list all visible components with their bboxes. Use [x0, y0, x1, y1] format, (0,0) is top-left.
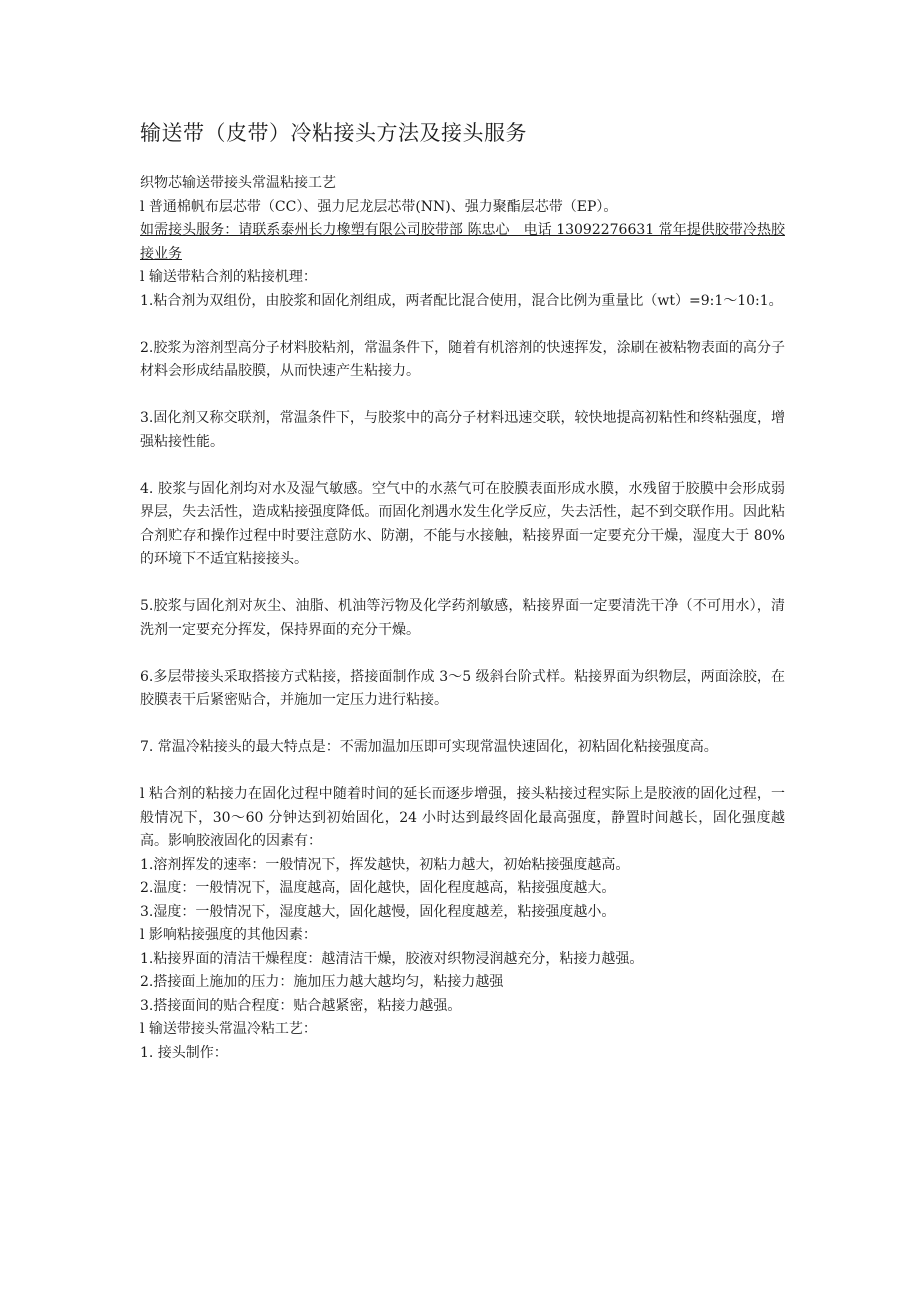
other-factor-3: 3.搭接面间的贴合程度：贴合越紧密，粘接力越强。 [140, 997, 462, 1014]
mechanism-item-1: 1.粘合剂为双组份，由胶浆和固化剂组成，两者配比混合使用，混合比例为重量比（wt）=9:1～10:1。 [140, 292, 783, 309]
spacer [140, 760, 785, 784]
mechanism-item-7: 7. 常温冷粘接头的最大特点是：不需加温加压即可实现常温快速固化，初粘固化粘接强度高。 [140, 739, 718, 755]
curing-factor-2: 2.温度：一般情况下，温度越高，固化越快，固化程度越高，粘接强度越大。 [140, 880, 616, 896]
spacer [140, 313, 785, 337]
curing-factor-3: 3.湿度：一般情况下，湿度越大，固化越慢，固化程度越差，粘接强度越小。 [140, 903, 616, 920]
spacer [140, 713, 785, 737]
spacer [140, 454, 785, 478]
process-step-1: 1. 接头制作： [140, 1044, 228, 1061]
subtitle: 织物芯输送带接头常温粘接工艺 [140, 175, 336, 191]
section-heading-other-factors: l 影响粘接强度的其他因素： [140, 927, 317, 943]
spacer [140, 642, 785, 666]
section-heading-process: l 输送带接头常温冷粘工艺： [140, 1021, 317, 1037]
section-heading-mechanism: l 输送带粘合剂的粘接机理： [140, 269, 317, 285]
mechanism-item-5: 5.胶浆与固化剂对灰尘、油脂、机油等污物及化学药剂敏感，粘接界面一定要清洗干净（不可用水），清洗剂一定要充分挥发，保持界面的充分干燥。 [140, 598, 785, 638]
curing-factor-1: 1.溶剂挥发的速率：一般情况下，挥发越快，初粘力越大，初始粘接强度越高。 [140, 856, 630, 873]
curing-intro: l 粘合剂的粘接力在固化过程中随着时间的延长而逐步增强，接头粘接过程实际上是胶液的固化过程，一般情况下，30～60 分钟达到初始固化，24 小时达到最终固化最高强度，静置时间越长，固化强度越高。影响胶液固化的因素有： [140, 786, 785, 849]
mechanism-item-3: 3.固化剂又称交联剂，常温条件下，与胶浆中的高分子材料迅速交联，较快地提高初粘性和终粘强度，增强粘接性能。 [140, 410, 785, 450]
other-factor-1: 1.粘接界面的清洁干燥程度：越清洁干燥，胶液对织物浸润越充分，粘接力越强。 [140, 950, 644, 967]
belt-types: l 普通棉帆布层芯带（CC）、强力尼龙层芯带(NN)、强力聚酯层芯带（EP）。 [140, 198, 618, 215]
spacer [140, 384, 785, 408]
spacer [140, 572, 785, 596]
document-title: 输送带（皮带）冷粘接头方法及接头服务 [140, 121, 527, 145]
mechanism-item-2: 2.胶浆为溶剂型高分子材料胶粘剂，常温条件下，随着有机溶剂的快速挥发，涂刷在被粘物表面的高分子材料会形成结晶胶膜，从而快速产生粘接力。 [140, 339, 785, 379]
document-page [140, 118, 785, 1065]
mechanism-item-6: 6.多层带接头采取搭接方式粘接，搭接面制作成 3～5 级斜台阶式样。粘接界面为织物层，两面涂胶，在胶膜表干后紧密贴合，并施加一定压力进行粘接。 [140, 668, 785, 708]
other-factor-2: 2.搭接面上施加的压力：施加压力越大越均匀，粘接力越强 [140, 974, 504, 990]
mechanism-item-4: 4. 胶浆与固化剂均对水及湿气敏感。空气中的水蒸气可在胶膜表面形成水膜，水残留于胶膜中会形成弱界层，失去活性，造成粘接强度降低。而固化剂遇水发生化学反应，失去活性，起不到交联作用。因此粘合剂贮存和操作过程中时要注意防水、防潮，不能与水接触，粘接界面一定要充分干燥，湿度大于 80%的环境下不适宜粘接接头。 [140, 480, 785, 567]
service-contact-link[interactable]: 如需接头服务：请联系泰州长力橡塑有限公司胶带部 陈忠心 电话 13092276631 常年提供胶带冷热胶接业务 [140, 222, 785, 262]
